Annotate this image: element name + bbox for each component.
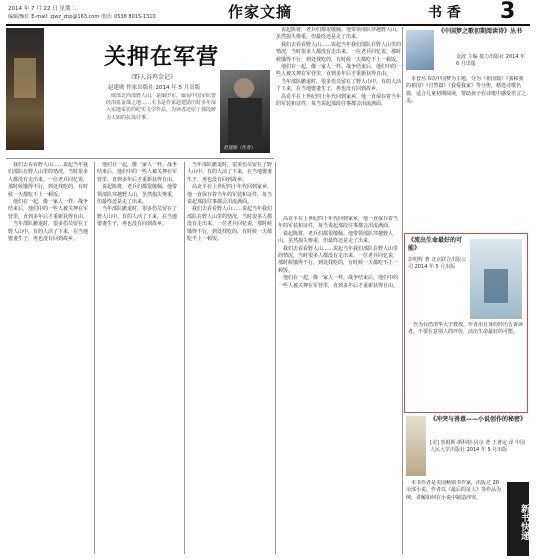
article-column-2: 他们在一起，像一家人一样。战争结束后，他们中的一些人被关押在军营里，直到多年后才重新获得自由。 说起陈将，老兵们都很敬佩。他带领部队穿越野人山，虽然损失惨重，但最终还是走了出来。 当年部队撤退时，很多伤员留在了野人山中。有的人活了下来，在当地娶妻生子，再也没有回到故乡。	[97, 162, 178, 228]
featured-subtitle: 《野人谷鸡金记》	[128, 74, 177, 81]
author-photo	[220, 70, 270, 153]
column-divider-4	[402, 27, 403, 554]
boxed-book-cover	[470, 239, 522, 319]
sidebar-book-intro: 本套丛书以中国梦为主题，分为《祖国篇》《我和我的祖国》《自然篇》《我爱我家》等分册，精选诗歌名篇，适合儿童初期阅读，帮助孩子在诗歌中感受语言之美。	[406, 76, 527, 105]
boxed-book-byline: 彭明辉 著 北京联合出版公司 2014 年 5 月出版	[408, 257, 467, 270]
second-book-intro: 本书作者是美国畅销书作家，出版过 20 余部小说。作者以《最后的证人》等作品为例，讲解如何在小说中制造冲突。	[406, 480, 502, 501]
article-column-4: 高克平在上世纪四十年代回到家乡，他一直保存着当年的军装和证件，每当说起那段往事都会泪流满面。 说起陈将，老兵们都很敬佩。他带领部队穿越野人山，虽然损失惨重，但最终还是走了出来。 我们去看看野人山……说起当年我们部队在野人山里的情况，当时很多人都没有走出来。一位老兵回忆说，那时候饿得不行，到处找吃的，有时候一天都吃不上一顿饭。 他们在一起，像一家人一样。战争结束后，他们中的一些人被关押在军营里，直到多年后才重新获得自由。	[278, 216, 399, 289]
featured-title: 关押在军营	[104, 44, 220, 70]
header-date: 2014 年 7 月 22 日 星期二	[8, 6, 76, 12]
column-divider-1	[94, 162, 95, 554]
book-cover-image	[6, 28, 44, 150]
article-column-top: 说起陈将，老兵们都很敬佩。他带领部队穿越野人山，虽然损失惨重，但最终还是走了出来。 我们去看看野人山……说起当年我们部队在野人山里的情况，当时很多人都没有走出来。一位老兵回忆说，那时候饿得不行，到处找吃的，有时候一天都吃不上一顿饭。 他们在一起，像一家人一样。战争结束后，他们中的一些人被关押在军营里，直到多年后才重新获得自由。 当年部队撤退时，很多伤员留在了野人山中。有的人活了下来，在当地娶妻生子，再也没有回到故乡。 高克平在上世纪四十年代回到家乡，他一直保存着当年的军装和证件，每当说起那段往事都会泪流满面。	[276, 27, 402, 108]
new-books-tag-label: 新书快递	[519, 504, 529, 540]
boxed-book-intro: 作为台湾清华大学教授，作者用自身的经历告诉读者，不要在意别人的评价，活出生命最好的可能。	[408, 322, 524, 336]
section-rule	[6, 158, 274, 159]
sidebar-book-title: 《中国梦之歌初期阅读诗》丛书	[438, 28, 523, 35]
boxed-book-title: 《流出生命最好的可能》	[408, 237, 463, 252]
article-column-3: 当年部队撤退时，很多伤员留在了野人山中。有的人活了下来，在当地娶妻生子，再也没有回到故乡。 高克平在上世纪四十年代回到家乡，他一直保存着当年的军装和证件，每当说起那段往事都会泪流满面。 我们去看看野人山……说起当年我们部队在野人山里的情况，当时很多人都没有走出来。一位老兵回忆说，那时候饿得不行，到处找吃的，有时候一天都吃不上一顿饭。	[187, 162, 273, 243]
featured-byline: 赵建勋 作家出版社 2014 年 5 月出版	[108, 85, 201, 91]
photo-caption: 赵建勋（作者）	[224, 146, 256, 151]
sidebar-book-byline: 金波 主编 接力出版社 2014 年 6 月出版	[456, 54, 526, 67]
page-number: 3	[500, 0, 516, 24]
masthead: 作家文摘	[228, 3, 293, 21]
sidebar-book-cover	[406, 30, 434, 70]
featured-intro: 础部北西部野人山，是缅印军、缅甸中国军队曾经浴血奋战之地……本书是作家赵建勋历时多年深入实地采访的纪实文学作品，为读者还原了那段鲜为人知的抗战往事。	[106, 93, 216, 121]
article-column-1: 我们去看看野人山……说起当年我们部队在野人山里的情况，当时很多人都没有走出来。一位老兵回忆说，那时候饿得不行，到处找吃的，有时候一天都吃不上一顿饭。 他们在一起，像一家人一样。战争结束后，他们中的一些人被关押在军营里，直到多年后才重新获得自由。 当年部队撤退时，很多伤员留在了野人山中。有的人活了下来，在当地娶妻生子，再也没有回到故乡。	[8, 162, 89, 243]
second-book-title: 《冲突与善意——小说创作的秘密》	[430, 416, 527, 423]
second-book-cover	[406, 416, 426, 476]
column-divider-2	[184, 162, 185, 554]
header-editor: 编辑/甄红 E-mail: zjwz_zhp@163.com 电话: 0538 8015-1310	[8, 14, 156, 20]
second-book-byline: [美] 詹姆斯·斯科特·贝尔 著 王著定 译 中国人民大学出版社 2014 年 5 月出版	[430, 440, 526, 453]
new-books-tag	[507, 482, 529, 556]
header-rule	[6, 24, 530, 26]
column-divider-3	[275, 162, 276, 554]
section-title: 书 香	[428, 5, 461, 21]
